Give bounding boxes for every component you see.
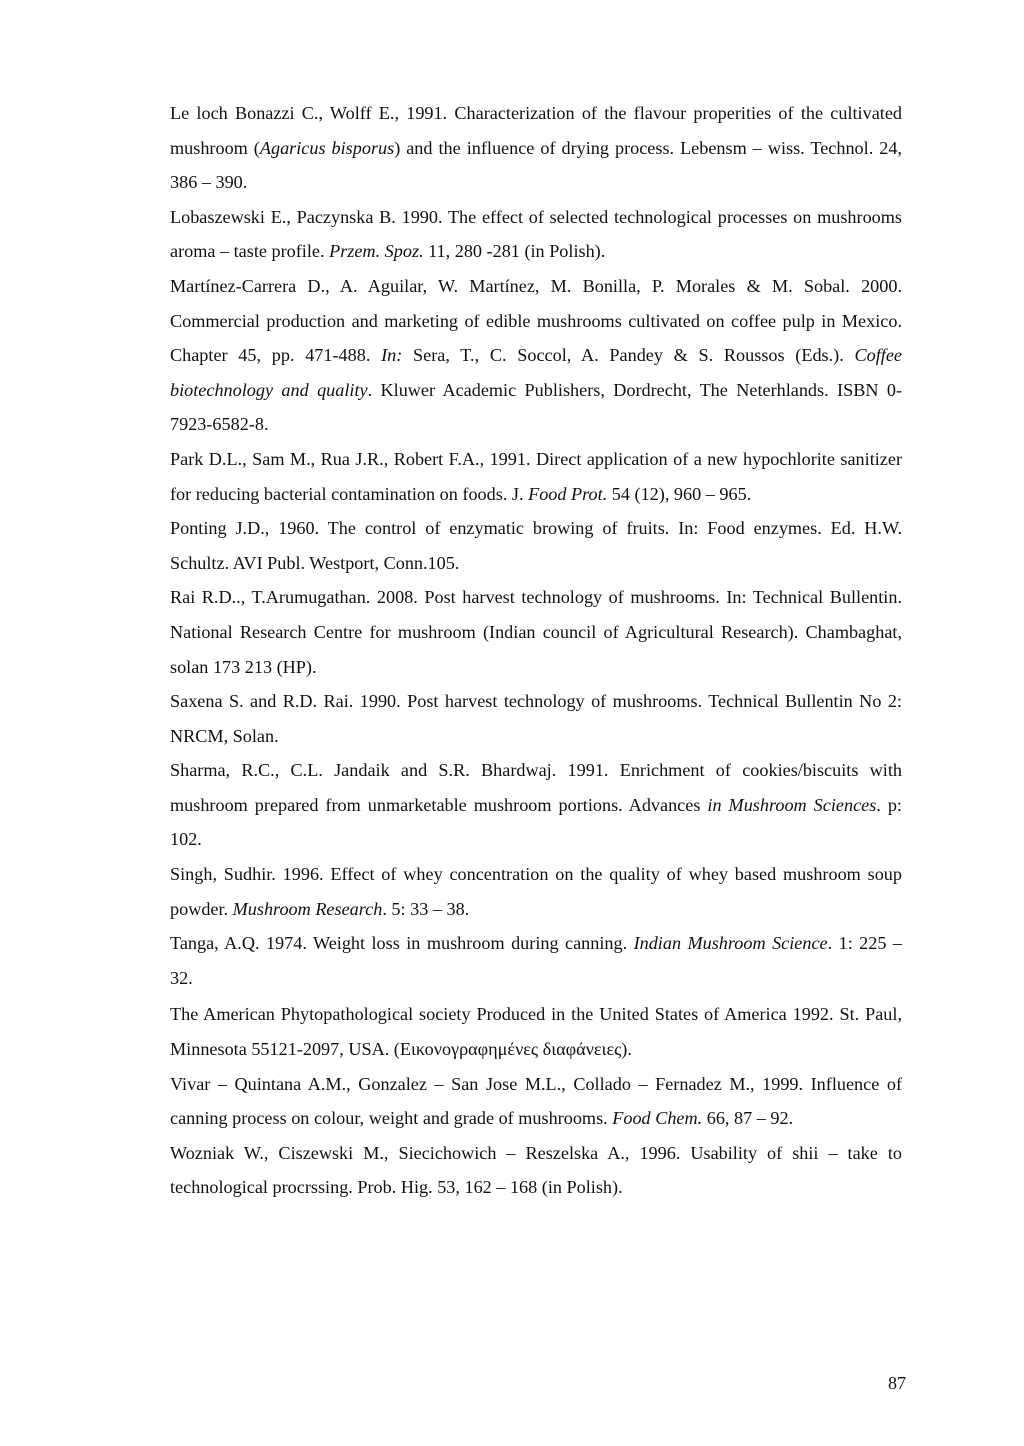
reference-entry bbox=[170, 857, 902, 926]
reference-entry bbox=[170, 96, 902, 200]
reference-text: Lobaszewski E., Paczynska B. 1990. The effect of selected technological processes on mushrooms aroma – taste profile. bbox=[170, 206, 902, 262]
reference-text: Sharma, R.C., C.L. Jandaik and S.R. Bhardwaj. 1991. Enrichment of cookies/biscuits with mushroom prepared from unmarketable mushroom portions. Advances bbox=[170, 760, 902, 815]
reference-italic-text: Agaricus bisporus bbox=[259, 137, 395, 158]
reference-italic-text: Przem. Spoz. bbox=[329, 241, 424, 262]
reference-italic-text: Indian Mushroom Science bbox=[633, 933, 828, 954]
reference-italic-text: In: bbox=[381, 345, 403, 366]
reference-text: 11, 280 -281 (in Polish). bbox=[423, 241, 606, 262]
reference-text: Sera, T., C. Soccol, A. Pandey & S. Roussos (Eds.). bbox=[402, 345, 855, 366]
reference-text: Rai R.D.., T.Arumugathan. 2008. Post harvest technology of mushrooms. In: Technical Bullentin. National Research Centre for mushroom (Indian council of Agricultural Research). Chambaghat, solan 173 213 (HP). bbox=[170, 587, 902, 677]
reference-italic-text: Food Prot. bbox=[528, 483, 608, 504]
reference-entry bbox=[170, 684, 902, 753]
reference-entry bbox=[170, 269, 902, 442]
reference-text: . 5: 33 – 38. bbox=[382, 898, 470, 919]
reference-entry bbox=[170, 753, 902, 857]
reference-text: Wozniak W., Ciszewski M., Siecichowich – Reszelska A., 1996. Usability of shii – take to technological procrssing. Prob. Hig. 53, 162 – 168 (in Polish). bbox=[170, 1142, 902, 1198]
reference-italic-text: Mushroom Research bbox=[232, 898, 383, 919]
reference-text: . p: 102. bbox=[170, 794, 902, 850]
reference-entry bbox=[170, 511, 902, 580]
reference-text: . Kluwer Academic Publishers, Dordrecht, The Neterhlands. ISBN 0-7923-6582-8. bbox=[170, 379, 902, 435]
reference-text: Tanga, A.Q. 1974. Weight loss in mushroom during canning. bbox=[170, 933, 634, 954]
reference-entry bbox=[170, 926, 902, 995]
page-number: 87 bbox=[888, 1373, 906, 1393]
reference-italic-text: in Mushroom Sciences bbox=[707, 794, 877, 815]
reference-text: ) and the influence of drying process. Lebensm – wiss. Technol. 24, 386 – 390. bbox=[170, 137, 902, 193]
reference-entry bbox=[170, 1136, 902, 1205]
reference-text: Saxena S. and R.D. Rai. 1990. Post harvest technology of mushrooms. Technical Bullentin No 2: NRCM, Solan. bbox=[170, 691, 902, 746]
reference-italic-text: Coffee biotechnology and quality bbox=[170, 345, 902, 400]
reference-text: Martínez-Carrera D., A. Aguilar, W. Martínez, M. Bonilla, P. Morales & M. Sobal. 2000. Commercial production and marketing of edible mushrooms cultivated on coffee pulp in Mexico. Chapter 45, pp. 471-488. bbox=[170, 275, 902, 366]
reference-text: Park D.L., Sam M., Rua J.R., Robert F.A., 1991. Direct application of a new hypochlorite sanitizer for reducing bacterial contamination on foods. J. bbox=[170, 448, 902, 504]
reference-text: Le loch Bonazzi C., Wolff E., 1991. Characterization of the flavour properities of the cultivated mushroom ( bbox=[170, 103, 902, 158]
reference-entry bbox=[170, 200, 902, 269]
reference-entry bbox=[170, 1067, 902, 1136]
reference-italic-text: Food Chem. bbox=[612, 1108, 703, 1129]
reference-entry bbox=[170, 580, 902, 684]
reference-entry bbox=[170, 442, 902, 511]
reference-entry bbox=[170, 997, 902, 1066]
reference-text: Ponting J.D., 1960. The control of enzymatic browing of fruits. In: Food enzymes. Ed. H.W. Schultz. AVI Publ. Westport, Conn.105. bbox=[170, 518, 902, 573]
reference-text: The American Phytopathological society Produced in the United States of America 1992. St. Paul, Minnesota 55121-2097, USA. (Εικονογραφημένες διαφάνειες). bbox=[170, 1004, 902, 1060]
reference-text: 54 (12), 960 – 965. bbox=[607, 483, 752, 504]
reference-text: Singh, Sudhir. 1996. Effect of whey concentration on the quality of whey based mushroom soup powder. bbox=[170, 864, 902, 919]
reference-text: 66, 87 – 92. bbox=[702, 1108, 794, 1129]
reference-text: Vivar – Quintana A.M., Gonzalez – San Jose M.L., Collado – Fernadez M., 1999. Influence of canning process on colour, weight and grade of mushrooms. bbox=[170, 1073, 902, 1129]
reference-text: . 1: 225 – 32. bbox=[170, 933, 902, 988]
reference-list bbox=[170, 96, 902, 1205]
